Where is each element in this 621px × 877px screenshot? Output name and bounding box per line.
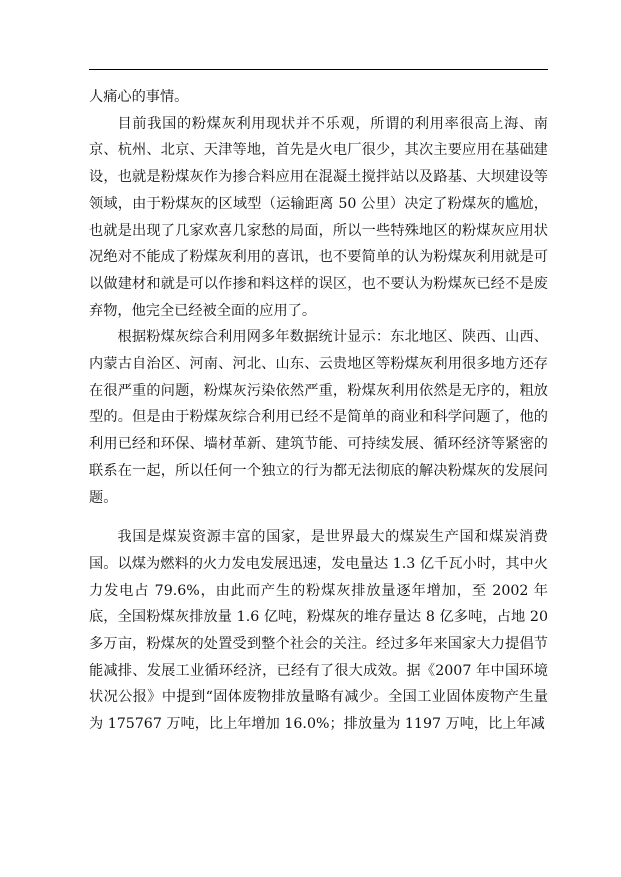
body-text	[89, 84, 548, 738]
paragraph-coal-resources: 我国是煤炭资源丰富的国家，是世界最大的煤炭生产国和煤炭消费国。以煤为燃料的火力发电发展迅速，发电量达 1.3 亿千瓦小时，其中火力发电占 79.6%，由此而产生的粉煤灰排放量逐年增加，至 2002 年底，全国粉煤灰排放量 1.6 亿吨，粉煤灰的堆存量达 8 亿多吨，占地 20 多万亩，粉煤灰的处置受到整个社会的关注。经过多年来国家大力提倡节能减排、发展工业循环经济，已经有了很大成效。据《2007 年中国环境状况公报》中提到“固体废物排放量略有减少。全国工业固体废物产生量为 175767 万吨，比上年增加 16.0%；排放量为 1197 万吨，比上年减	[89, 529, 548, 733]
paragraph-continuation: 人痛心的事情。	[89, 89, 189, 105]
header-rule	[89, 69, 548, 70]
paragraph-statistics: 根据粉煤灰综合利用网多年数据统计显示：东北地区、陕西、山西、内蒙古自治区、河南、河北、山东、云贵地区等粉煤灰利用很多地方还存在很严重的问题，粉煤灰污染依然严重，粉煤灰利用依然是无序的，粗放型的。但是由于粉煤灰综合利用已经不是简单的商业和科学问题了，他的利用已经和环保、墙材革新、建筑节能、可持续发展、循环经济等紧密的联系在一起，所以任何一个独立的行为都无法彻底的解决粉煤灰的发展问题。	[89, 329, 548, 506]
paragraph-utilization-status: 目前我国的粉煤灰利用现状并不乐观，所谓的利用率很高上海、南京、杭州、北京、天津等地，首先是火电厂很少，其次主要应用在基础建设，也就是粉煤灰作为掺合料应用在混凝土搅拌站以及路基、大坝建设等领域，由于粉煤灰的区域型（运输距离 50 公里）决定了粉煤灰的尴尬，也就是出现了几家欢喜几家愁的局面，所以一些特殊地区的粉煤灰应用状况绝对不能成了粉煤灰利用的喜讯，也不要简单的认为粉煤灰利用就是可以做建材和就是可以作掺和料这样的误区，也不要认为粉煤灰已经不是废弃物，他完全已经被全面的应用了。	[89, 115, 548, 319]
